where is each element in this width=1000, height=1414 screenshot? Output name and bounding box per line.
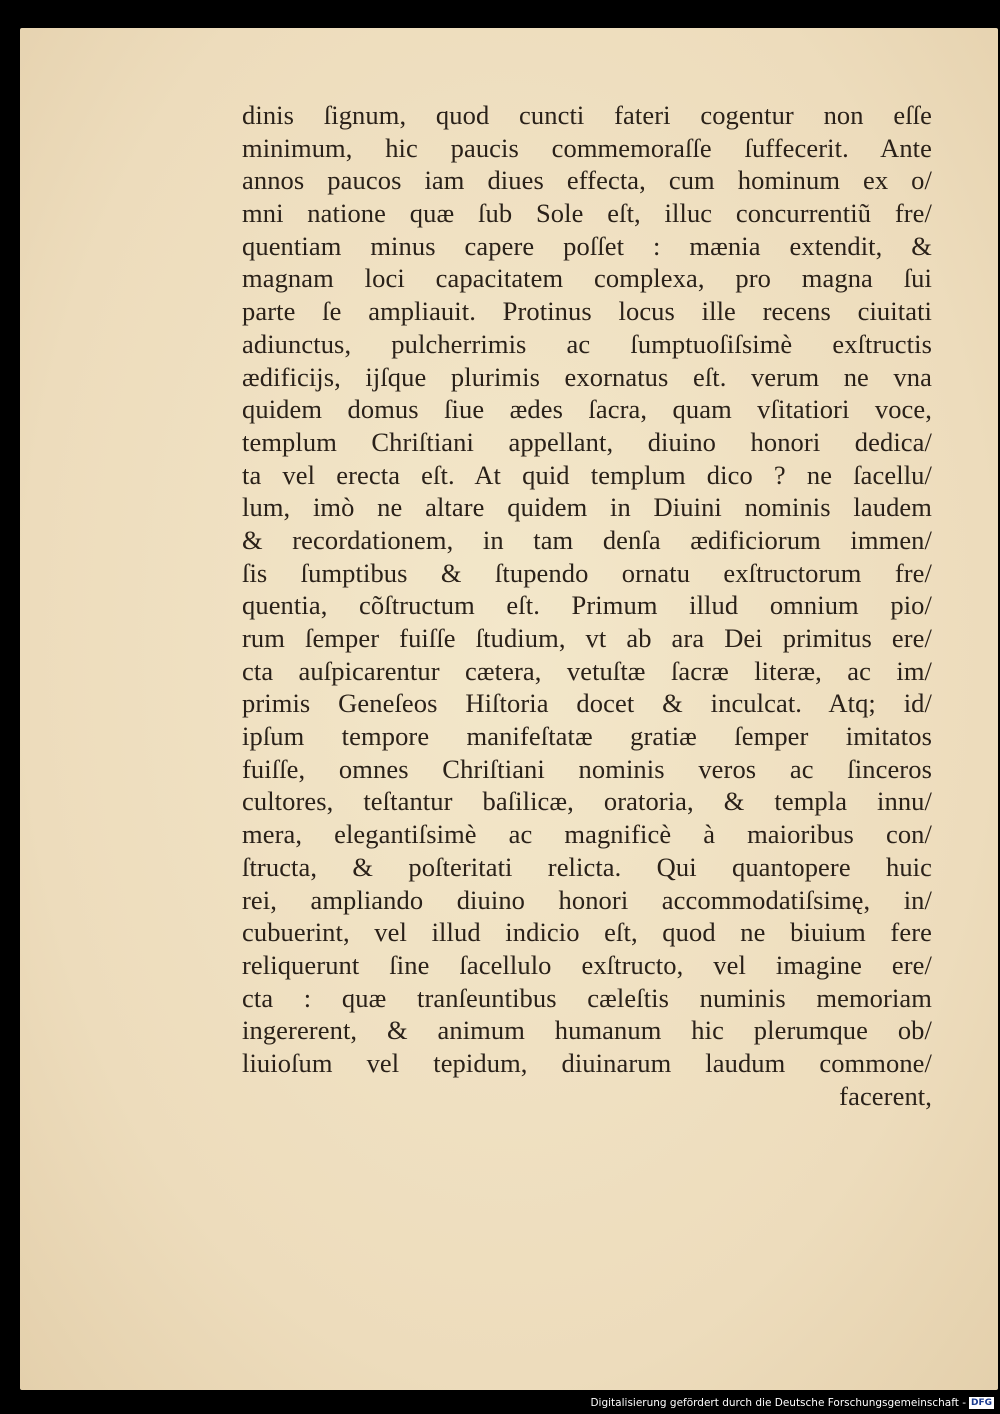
- text-line: cta auſpicarentur cætera, vetuſtæ ſacræ literæ, ac im/: [242, 655, 932, 686]
- text-line: ta vel erecta eſt. At quid templum dico ? ne ſacellu/: [242, 459, 932, 490]
- digitization-footer: [590, 1395, 994, 1411]
- text-line: templum Chriſtiani appellant, diuino honori dedica/: [242, 426, 932, 457]
- text-line: & recordationem, in tam denſa ædificiorum immen/: [242, 524, 932, 555]
- catchword: facerent,: [839, 1080, 932, 1111]
- book-page: [20, 28, 998, 1390]
- text-line: rum ſemper fuiſſe ſtudium, vt ab ara Dei primitus ere/: [242, 623, 932, 653]
- text-line: primis Geneſeos Hiſtoria docet & inculcat. Atq; id/: [242, 688, 932, 719]
- text-line: cultores, teſtantur baſilicæ, oratoria, & templa innu/: [242, 786, 932, 817]
- text-line: cubuerint, vel illud indicio eſt, quod ne biuium fere: [242, 917, 932, 948]
- text-line: liuioſum vel tepidum, diuinarum laudum commone/: [242, 1047, 932, 1078]
- text-line: magnam loci capacitatem complexa, pro magna ſui: [242, 263, 932, 294]
- text-line: mera, elegantiſsimè ac magnificè à maioribus con/: [242, 819, 932, 850]
- text-line: ſis ſumptibus & ſtupendo ornatu exſtructorum fre/: [242, 557, 932, 588]
- text-line: ædificijs, ijſque plurimis exornatus eſt. verum ne vna: [242, 361, 932, 392]
- text-line: parte ſe ampliauit. Protinus locus ille recens ciuitati: [242, 296, 932, 327]
- page-text-block: [242, 99, 932, 1112]
- text-line: reliquerunt ſine ſacellulo exſtructo, vel imagine ere/: [242, 949, 932, 980]
- text-line: minimum, hic paucis commemoraſſe ſuffecerit. Ante: [242, 132, 932, 163]
- text-line: quidem domus ſiue ædes ſacra, quam vſitatiori voce,: [242, 394, 932, 425]
- text-line: rei, ampliando diuino honori accommodatiſsimę, in/: [242, 884, 932, 915]
- text-line: adiunctus, pulcherrimis ac ſumptuoſiſsimè exſtructis: [242, 328, 932, 359]
- text-line: cta : quæ tranſeuntibus cæleſtis numinis memoriam: [242, 982, 932, 1013]
- text-line: ſtructa, & poſteritati relicta. Qui quantopere huic: [242, 851, 932, 882]
- text-line: fuiſſe, omnes Chriſtiani nominis veros ac ſinceros: [242, 753, 932, 784]
- text-line: ipſum tempore manifeſtatæ gratiæ ſemper imitatos: [242, 721, 932, 752]
- text-line: dinis ſignum, quod cuncti fateri cogentur non eſſe: [242, 100, 932, 130]
- text-line: quentiam minus capere poſſet : mænia extendit, &: [242, 230, 932, 261]
- text-line: quentia, cõſtructum eſt. Primum illud omnium pio/: [242, 590, 932, 621]
- text-line: mni natione quæ ſub Sole eſt, illuc concurrentiũ fre/: [242, 198, 932, 229]
- funding-credit: Digitalisierung gefördert durch die Deutsche Forschungsgemeinschaft -: [590, 1397, 966, 1409]
- dfg-logo: DFG: [970, 1398, 992, 1408]
- text-line: lum, imò ne altare quidem in Diuini nominis laudem: [242, 492, 932, 523]
- text-line: annos paucos iam diues effecta, cum hominum ex o/: [242, 165, 932, 196]
- text-line: ingererent, & animum humanum hic plerumque ob/: [242, 1015, 932, 1046]
